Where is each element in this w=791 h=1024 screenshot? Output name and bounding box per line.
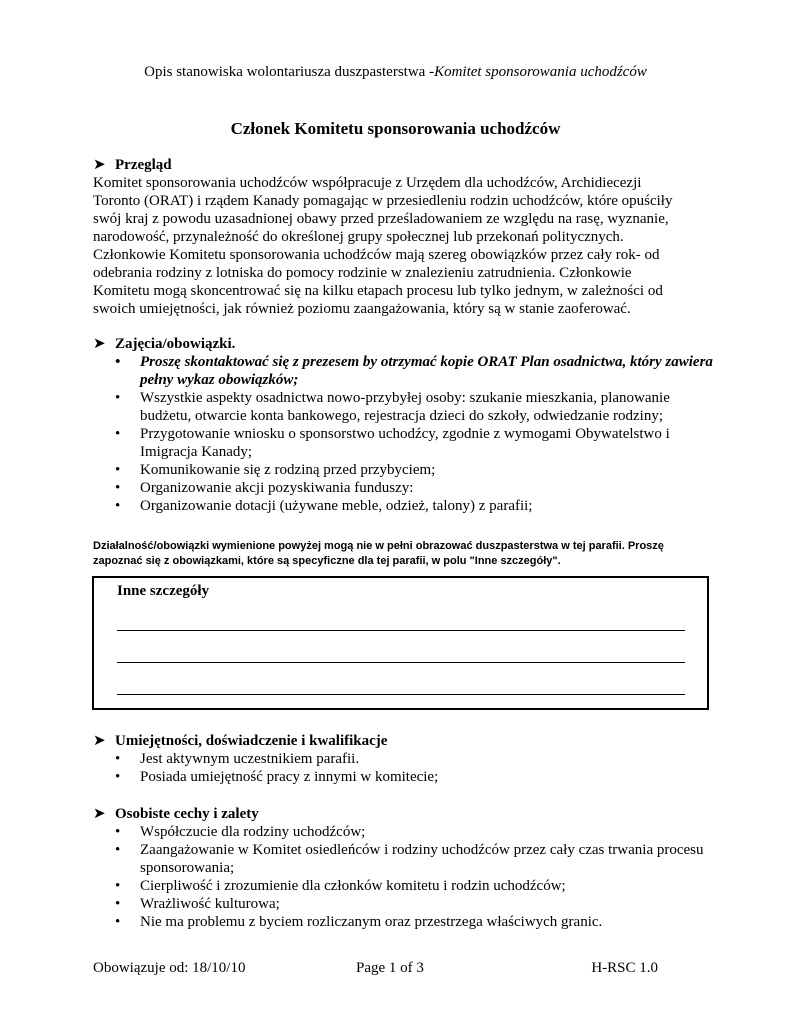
skills-section [93,732,713,786]
page-title: Członek Komitetu sponsorowania uchodźców [230,119,561,138]
list-item-text: Cierpliwość i zrozumienie dla członków komitetu i rodzin uchodźców; [140,878,566,894]
document-header [0,64,791,81]
list-item-text: Organizowanie dotacji (używane meble, odzież, talony) z parafii; [140,498,533,514]
list-item-text: Współczucie dla rodziny uchodźców; [140,824,366,840]
duties-heading [93,335,713,353]
list-item [115,768,713,786]
fill-in-line[interactable] [117,662,685,663]
traits-heading [93,805,713,823]
list-item [115,823,713,841]
list-item [115,479,713,497]
list-item-text: Przygotowanie wniosku o sponsorstwo uchodźcy, zgodnie z wymogami Obywatelstwo i Imigracja Kanady; [140,426,670,460]
overview-line: Członkowie Komitetu sponsorowania uchodźców mają szereg obowiązków przez cały rok- od [93,247,660,263]
overview-line: Komitetu mogą skoncentrować się na kilku etapach procesu lub tylko jednym, w zależności od [93,283,663,299]
list-item-text: Nie ma problemu z byciem rozliczanym oraz przestrzega właściwych granic. [140,914,603,930]
bullet-dot-icon: • [115,426,121,442]
effective-date: Obowiązuje od: 18/10/10 [93,960,246,976]
other-details-title: Inne szczegóły [117,583,210,599]
bullet-dot-icon: • [115,480,121,496]
list-item-text: Jest aktywnym uczestnikiem parafii. [140,751,360,767]
list-item [115,877,713,895]
bullet-dot-icon: • [115,914,121,930]
bullet-dot-icon: • [115,842,121,858]
list-item [115,425,713,461]
page-number: Page 1 of 3 [356,960,424,976]
list-item [115,913,713,931]
list-item [115,389,713,425]
bullet-dot-icon: • [115,878,121,894]
overview-section [93,156,713,318]
document-code: H-RSC 1.0 [591,960,658,976]
traits-list [93,823,713,931]
list-item-text: Wszystkie aspekty osadnictwa nowo-przybyłej osoby: szukanie mieszkania, planowanie budżetu, otwarcie konta bankowego, rejestracja dzieci do szkoły, odwiedzanie rodziny; [140,390,670,424]
overview-heading-label: Przegląd [115,157,172,173]
list-item-text: Komunikowanie się z rodziną przed przybyciem; [140,462,436,478]
overview-heading [93,156,713,174]
list-item [115,497,713,515]
bullet-dot-icon: • [115,824,121,840]
overview-line: swój kraj z powodu uzasadnionej obawy przed prześladowaniem ze względu na rasę, wyznanie, [93,211,669,227]
parish-note: Działalność/obowiązki wymienione powyżej mogą nie w pełni obrazować duszpasterstwa w tej parafii. Proszę zapoznać się z obowiązkami, które są specyficzne dla tej parafii, w polu "Inne szczegóły". [93,540,664,567]
overview-line: narodowość, przynależność do określonej grupy społecznej lub przekonań politycznych. [93,229,624,245]
bullet-dot-icon: • [115,769,121,785]
skills-heading-label: Umiejętności, doświadczenie i kwalifikacje [115,733,388,749]
header-prefix: Opis stanowiska wolontariusza duszpasterstwa - [144,64,435,80]
arrow-bullet-icon: ➤ [93,336,106,352]
list-item [115,353,713,389]
overview-line: Komitet sponsorowania uchodźców współpracuje z Urzędem dla uchodźców, Archidiecezji [93,175,642,191]
list-item-text: Organizowanie akcji pozyskiwania funduszy: [140,480,414,496]
fill-in-line[interactable] [117,630,685,631]
traits-heading-label: Osobiste cechy i zalety [115,806,259,822]
bullet-dot-icon: • [115,462,121,478]
arrow-bullet-icon: ➤ [93,157,106,173]
arrow-bullet-icon: ➤ [93,806,106,822]
bullet-dot-icon: • [115,354,121,370]
list-item-text: Wrażliwość kulturowa; [140,896,280,912]
list-item [115,750,713,768]
fill-in-line[interactable] [117,694,685,695]
overview-line: odebrania rodziny z lotniska do pomocy rodzinie w znalezieniu zatrudnienia. Członkowie [93,265,632,281]
bullet-dot-icon: • [115,751,121,767]
other-details-box[interactable] [92,576,709,710]
duties-section [93,335,713,515]
skills-heading [93,732,713,750]
list-item [115,895,713,913]
list-item-text: Proszę skontaktować się z prezesem by otrzymać kopie ORAT Plan osadnictwa, który zawiera pełny wykaz obowiązków; [140,354,713,388]
overview-paragraph [93,174,713,318]
list-item-text: Posiada umiejętność pracy z innymi w komitecie; [140,769,439,785]
traits-section [93,805,713,931]
duties-list [93,353,713,515]
overview-line: swoich umiejętności, jak również poziomu zaangażowania, który są w stanie zaoferować. [93,301,631,317]
bullet-dot-icon: • [115,390,121,406]
bullet-dot-icon: • [115,498,121,514]
list-item-text: Zaangażowanie w Komitet osiedleńców i rodziny uchodźców przez cały czas trwania procesu sponsorowania; [140,842,704,876]
overview-line: Toronto (ORAT) i rządem Kanady pomagając w przesiedleniu rodzin uchodźców, które opuściły [93,193,673,209]
arrow-bullet-icon: ➤ [93,733,106,749]
list-item [115,461,713,479]
skills-list [93,750,713,786]
list-item [115,841,713,877]
bullet-dot-icon: • [115,896,121,912]
header-committee-name: Komitet sponsorowania uchodźców [434,64,647,80]
duties-heading-label: Zajęcia/obowiązki. [115,336,236,352]
